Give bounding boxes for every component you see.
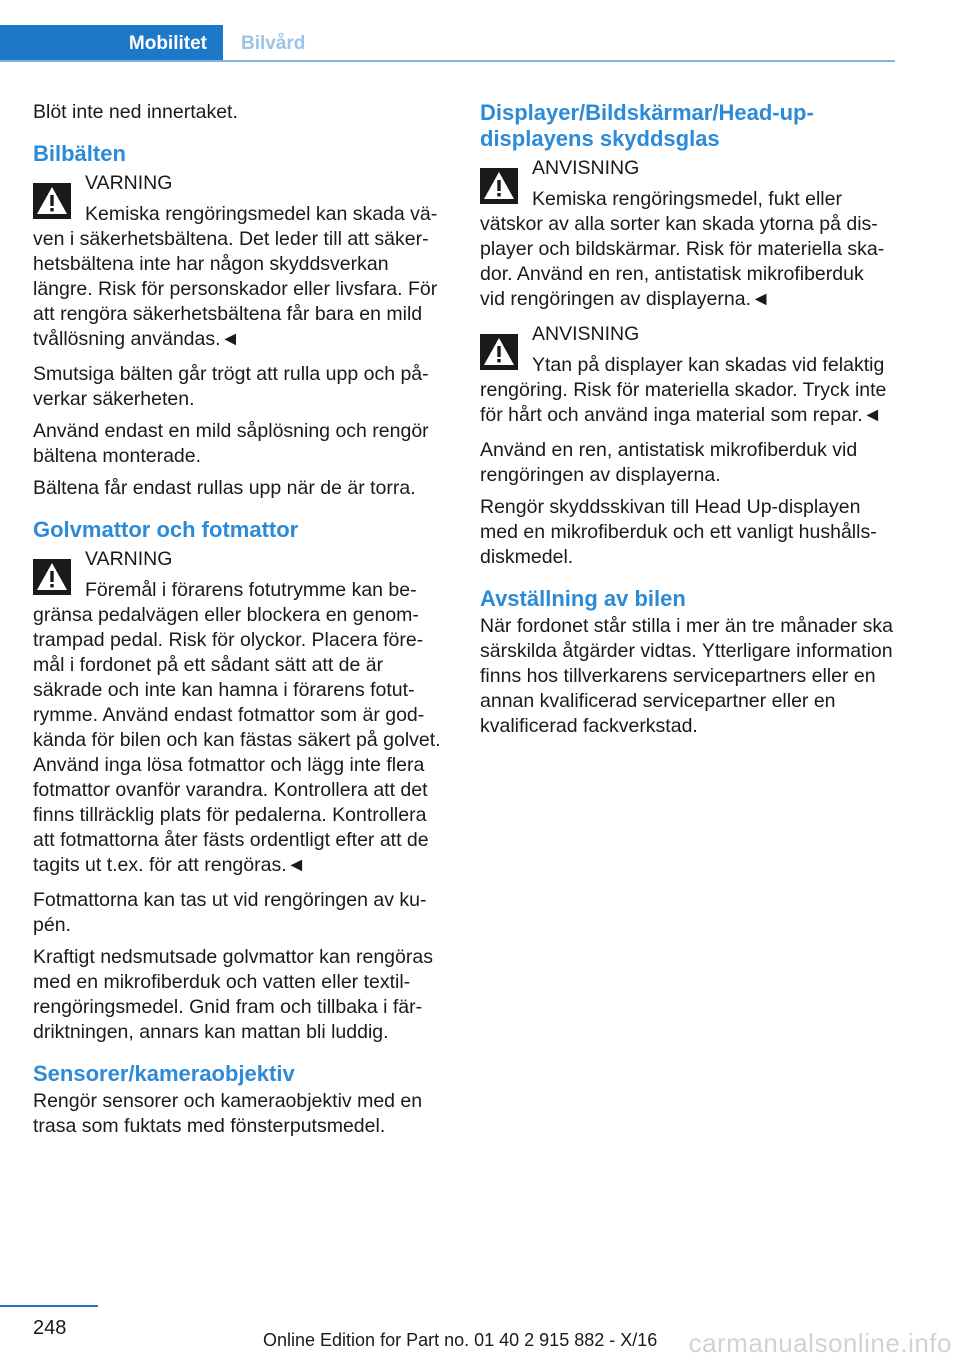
chapter-header [0,25,895,62]
tab-bilvard[interactable]: Bilvård [241,32,306,54]
header-rule [0,60,895,62]
paragraph: Kraftigt nedsmutsade golvmattor kan rengöras med en mikrofiberduk och vatten eller textilrengöringsmedel. Gnid fram och tillbaka i färdriktningen, annars kan mattan bli luddig. [33,946,433,1043]
paragraph: Bältena får endast rullas upp när de är torra. [33,477,416,499]
note-title: ANVISNING [532,323,640,345]
heading-floor-mats: Golvmattor och fotmattor [33,517,299,542]
edition-line: Online Edition for Part no. 01 40 2 915 882 - X/16 [263,1330,658,1350]
warning-title: VARNING [85,548,173,570]
warning-triangle-icon [33,559,71,595]
intro-text: Blöt inte ned innertaket. [33,101,238,123]
warning-triangle-icon [480,334,518,370]
warning-text: Föremål i förarens fotutrymme kan begränsa pedalvägen eller blockera en genomtrampad pedal. Risk för olyckor. Placera föremål i fordonet på ett sådant sätt att de är säkrade och inte kan hamna i förarens fotutrymme. Använd endast fotmattor som är godkända för bilen och kan fästas säkert på golvet. Använd inga lösa fotmattor och lägg inte flera fotmattor ovanför varandra. Kontrollera att det finns tillräcklig plats för pedalerna. Kontrollera att fotmattorna åter fästs ordentligt efter att de tagits ut t.ex. för att rengöras.◄ [33,579,441,876]
warning-triangle-icon [33,183,71,219]
note-text: Kemiska rengöringsmedel, fukt eller vätskor av alla sorter kan skada ytorna på displayer och bildskärmar. Risk för materiella skador. Använd en ren, antistatisk mikrofiberduk vid rengöringen av displayerna.◄ [480,188,885,310]
footer-rule [0,1305,98,1307]
warning-triangle-icon [480,168,518,204]
note-displays-1 [480,156,894,312]
heading-storage: Avställning av bilen [480,586,686,611]
paragraph: När fordonet står stilla i mer än tre månader ska särskilda åtgärder vidtas. Ytterligare information finns hos tillverkarens servicepartners eller en annan kvalificerad servicepartner eller en kvalificerad fackverkstad. [480,615,893,737]
warning-floor-mats [33,547,447,878]
paragraph: Fotmattorna kan tas ut vid rengöringen av kupén. [33,889,427,936]
paragraph: Använd en ren, antistatisk mikrofiberduk vid rengöringen av displayerna. [480,439,858,486]
heading-displays: Displayer/Bildskärmar/Head-up-displayens skyddsglas [480,100,814,151]
tab-mobilitet[interactable]: Mobilitet [0,25,223,62]
warning-text: Kemiska rengöringsmedel kan skada väven i säkerhetsbältena. Det leder till att säkerhetsbältena inte har någon skyddsverkan längre. Risk för personskador eller livsfara. För att rengöra säkerhetsbältena får bara en mild tvållösning användas.◄ [33,203,438,350]
paragraph: Smutsiga bälten går trögt att rulla upp och påverkar säkerheten. [33,363,429,410]
heading-sensors: Sensorer/kameraobjektiv [33,1061,295,1086]
note-title: ANVISNING [532,157,640,179]
right-column [480,100,894,746]
note-text: Ytan på displayer kan skadas vid felaktig rengöring. Risk för materiella skador. Tryck inte för hårt och använd inga material som repar.◄ [480,354,887,426]
paragraph: Rengör sensorer och kameraobjektiv med en trasa som fuktats med fönsterputsmedel. [33,1090,423,1137]
paragraph: Använd endast en mild såplösning och rengör bältena monterade. [33,420,429,467]
note-displays-2 [480,322,894,428]
left-column [33,100,447,1146]
page-number: 248 [33,1317,67,1339]
warning-seatbelts [33,171,447,352]
paragraph: Rengör skyddsskivan till Head Up-displayen med en mikrofiberduk och ett vanligt hushållsdiskmedel. [480,496,877,568]
heading-seatbelts: Bilbälten [33,141,126,166]
watermark: carmanualsonline.info [688,1328,952,1358]
warning-title: VARNING [85,172,173,194]
